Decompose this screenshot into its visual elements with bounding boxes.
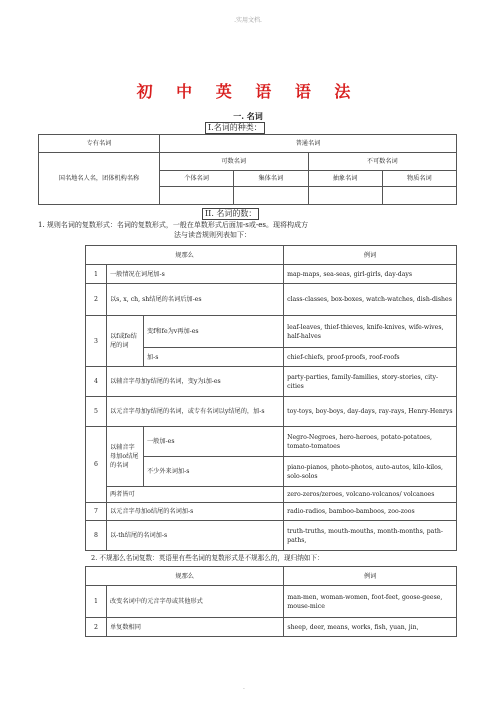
example-text: Negro-Negroes, hero-heroes, potato-potatoes, tomato-tomatoes — [284, 427, 457, 457]
cell-abstract: 抽象名词 — [308, 171, 382, 187]
rule-text: 以f或fe结尾的词 — [107, 316, 144, 367]
irregular-head-example: 例词 — [284, 567, 457, 586]
rules-head-example: 例词 — [284, 246, 457, 265]
rules-table — [85, 245, 457, 551]
rule-text: 以元音字母加o结尾的名词加-s — [107, 503, 284, 521]
example-text: radio-radios, bamboo-bamboos, zoo-zoos — [284, 503, 457, 521]
rule-text: 以辅音字母加y结尾的名词，变y为i加-es — [107, 367, 284, 397]
cell-empty — [308, 187, 382, 205]
cell-collective: 集体名词 — [234, 171, 308, 187]
rule-text: 改变名词中的元音字母或其他形式 — [107, 586, 284, 618]
paragraph-1a: 1. 规则名词的复数形式：名词的复数形式，一般在单数形式后面加-s或-es。现将构成方 — [38, 221, 308, 229]
page-header: .实用文档. — [234, 17, 262, 24]
rule-text: 不少外来词加-s — [144, 457, 284, 487]
cell-uncountable: 不可数名词 — [308, 153, 457, 171]
rule-text: 一般加-es — [144, 427, 284, 457]
example-text: piano-pianos, photo-photos, auto-autos, kilo-kilos, solo-solos — [284, 457, 457, 487]
row-number: 5 — [86, 397, 107, 427]
row-number: 1 — [86, 586, 107, 618]
cell-proper: 专有名词 — [39, 135, 160, 153]
example-text: zero-zeros/zeroes, volcano-volcanos/ volcanoes — [284, 487, 457, 503]
example-text: toy-toys, boy-boys, day-days, ray-rays, Henry-Henrys — [284, 397, 457, 427]
row-number: 7 — [86, 503, 107, 521]
page-title: 初 中 英 语 语 法 — [136, 82, 360, 101]
cell-countable: 可数名词 — [160, 153, 309, 171]
row-number: 3 — [86, 316, 107, 367]
rule-text: 两者皆可 — [107, 487, 284, 503]
rule-text: 变f和fe为v再加-es — [144, 316, 284, 348]
irregular-table — [85, 566, 457, 637]
row-number: 6 — [86, 427, 107, 503]
row-number: 4 — [86, 367, 107, 397]
rules-head-rule: 规那么 — [86, 246, 284, 265]
example-text: man-men, woman-women, foot-feet, goose-geese, mouse-mice — [284, 586, 457, 618]
cell-empty — [382, 187, 456, 205]
rule-text: 以-th结尾的名词加-s — [107, 521, 284, 551]
rule-text: 以元音字母加y结尾的名词，或专有名词以y结尾的，加-s — [107, 397, 284, 427]
subheading-types: I.名词的种类： — [205, 122, 265, 134]
cell-proper-desc: 国名地名人名，团体机构名称 — [39, 153, 160, 205]
section-heading: 一. 名词 — [233, 111, 263, 121]
cell-empty — [160, 187, 234, 205]
example-text: truth-truths, mouth-mouths, month-months, path-paths, — [284, 521, 457, 551]
example-text: map-maps, sea-seas, girl-girls, day-days — [284, 265, 457, 284]
page-footer: . — [243, 684, 245, 691]
rule-text: 一般情况在词尾加-s — [107, 265, 284, 284]
rule-text: 以辅音字母加o结尾的名词 — [107, 427, 144, 487]
cell-material: 物质名词 — [382, 171, 456, 187]
irregular-head-rule: 规那么 — [86, 567, 284, 586]
row-number: 8 — [86, 521, 107, 551]
row-number: 1 — [86, 265, 107, 284]
paragraph-2: 2. 不规那么名词复数：英语里有些名词的复数形式是不规那么的，现归纳如下： — [91, 554, 324, 562]
row-number: 2 — [86, 284, 107, 316]
example-text: leaf-leaves, thief-thieves, knife-knives, wife-wives, half-halves — [284, 316, 457, 348]
row-number: 2 — [86, 618, 107, 637]
cell-individual: 个体名词 — [160, 171, 234, 187]
example-text: party-parties, family-families, story-stories, city-cities — [284, 367, 457, 397]
example-text: class-classes, box-boxes, watch-watches, dish-dishes — [284, 284, 457, 316]
subheading-number: II. 名词的数： — [202, 208, 259, 220]
paragraph-1b: 法与读音规则列表如下： — [174, 231, 251, 239]
noun-types-table — [38, 134, 457, 205]
cell-empty — [234, 187, 308, 205]
rule-text: 加-s — [144, 348, 284, 367]
example-text: chief-chiefs, proof-proofs, roof-roofs — [284, 348, 457, 367]
rule-text: 以s, x, ch, sh结尾的名词后加-es — [107, 284, 284, 316]
rule-text: 单复数相同 — [107, 618, 284, 637]
example-text: sheep, deer, means, works, fish, yuan, jin, — [284, 618, 457, 637]
cell-common: 普通名词 — [160, 135, 457, 153]
